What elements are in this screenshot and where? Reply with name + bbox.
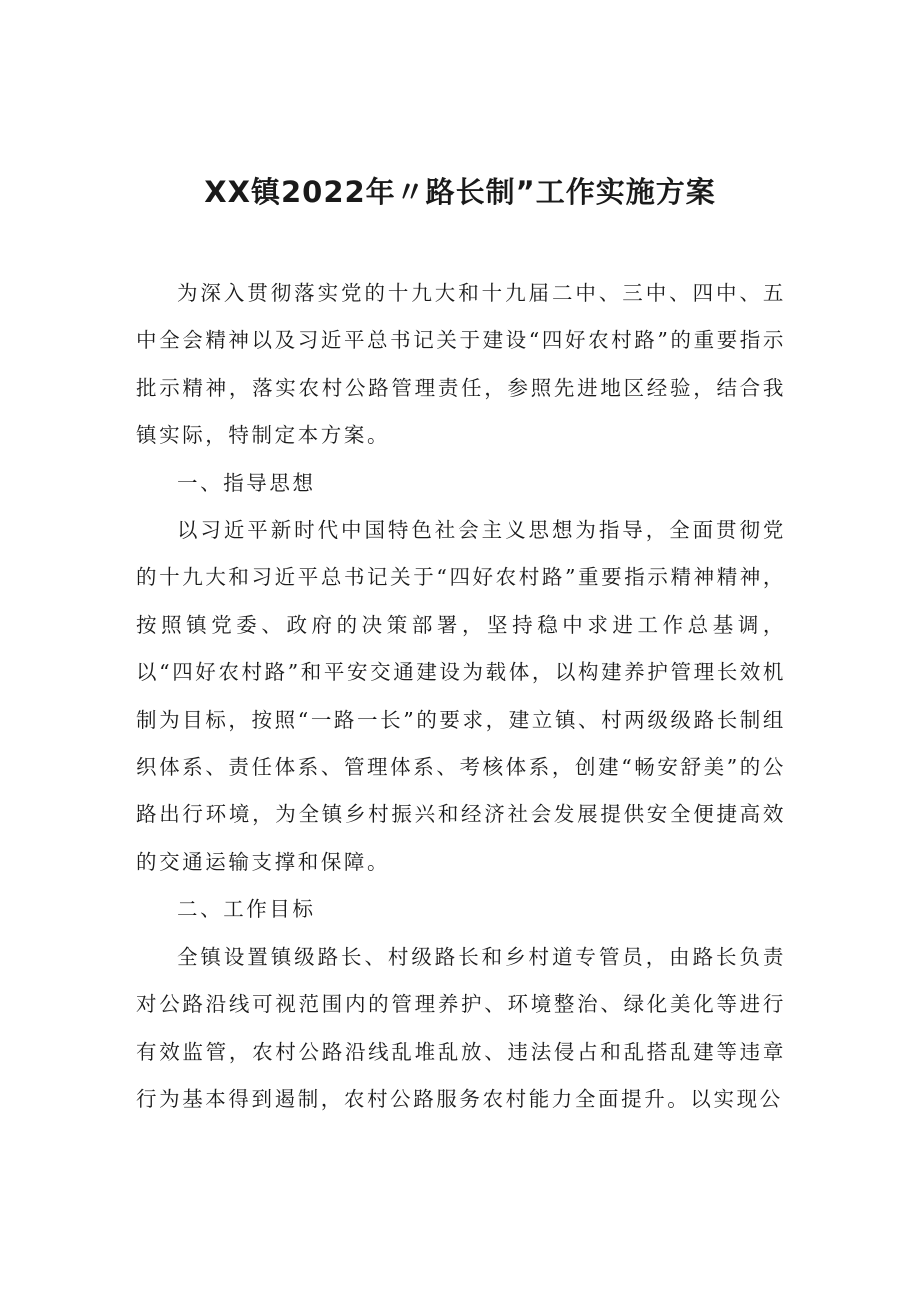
document-title: XX镇2022年〃路长制”工作实施方案	[204, 175, 716, 209]
guiding-ideology-paragraph: 以习近平新时代中国特色社会主义思想为指导，全面贯彻党的十九大和习近平总书记关于“四好农村路”重要指示精神精神，按照镇党委、政府的决策部署，坚持稳中求进工作总基调，以“四好农村路”和平安交通建设为载体，以构建养护管理长效机制为目标，按照“一路一长”的要求，建立镇、村两级级路长制组织体系、责任体系、管理体系、考核体系，创建“畅安舒美”的公路出行环境，为全镇乡村振兴和经济社会发展提供安全便捷高效的交通运输支撑和保障。	[136, 518, 786, 874]
section-heading-guiding-ideology: 一、指导思想	[177, 470, 316, 495]
work-goals-paragraph: 全镇设置镇级路长、村级路长和乡村道专管员，由路长负责对公路沿线可视范围内的管理养护、环境整治、绿化美化等进行有效监管，农村公路沿线乱堆乱放、违法侵占和乱搭乱建等违章行为基本得到遏制，农村公路服务农村能力全面提升。以实现公	[136, 944, 786, 1111]
section-heading-work-goals: 二、工作目标	[177, 897, 316, 922]
intro-paragraph: 为深入贯彻落实党的十九大和十九届二中、三中、四中、五中全会精神以及习近平总书记关于建设“四好农村路”的重要指示批示精神，落实农村公路管理责任，参照先进地区经验，结合我镇实际，特制定本方案。	[136, 281, 786, 448]
document-body	[136, 270, 786, 1123]
